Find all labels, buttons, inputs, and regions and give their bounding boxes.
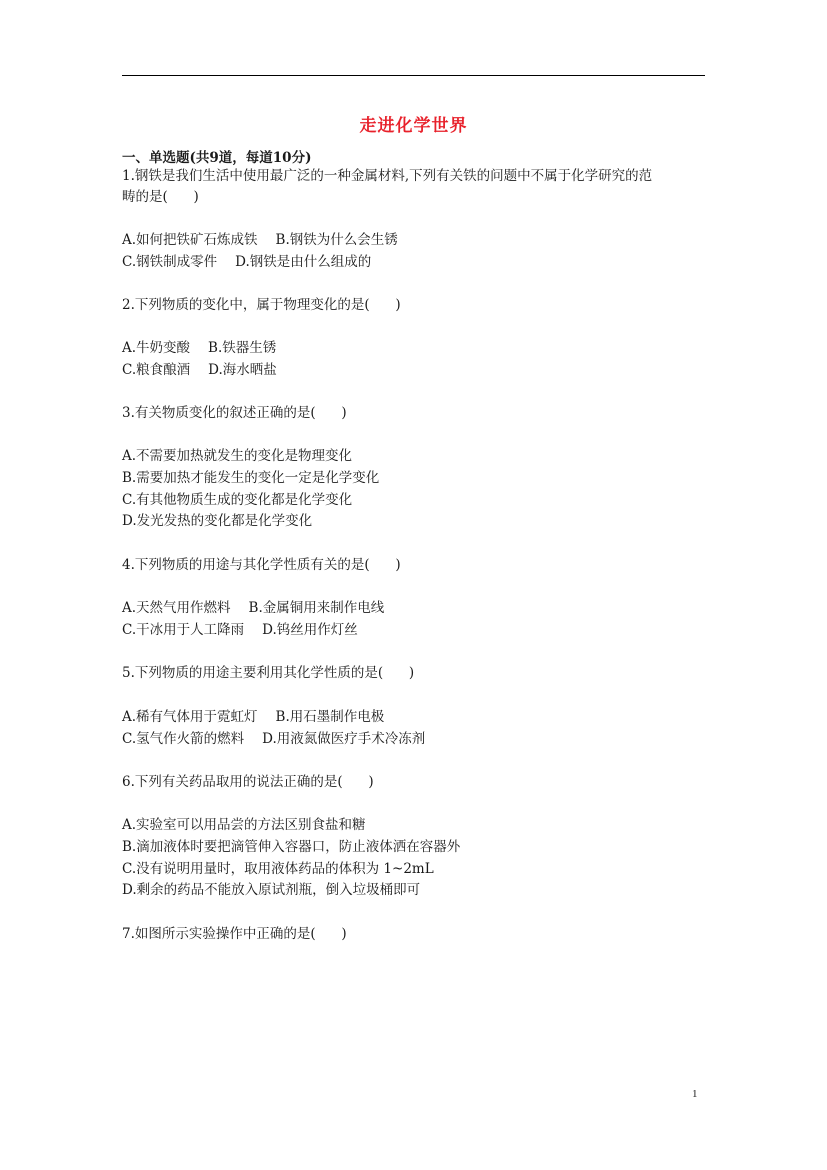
- option-b: B.铁器生锈: [208, 340, 277, 356]
- option-a: A.稀有气体用于霓虹灯: [122, 709, 258, 725]
- option-c: C.粮食酿酒: [122, 362, 191, 378]
- option-d: D.钢铁是由什么组成的: [235, 254, 372, 270]
- option-d: D.海水晒盐: [208, 362, 277, 378]
- question-1-options-row-1: [122, 230, 398, 250]
- option-c: C.钢铁制成零件: [122, 254, 218, 270]
- question-3-stem: 3.有关物质变化的叙述正确的是( ): [122, 405, 347, 421]
- option-a: A.牛奶变酸: [122, 340, 191, 356]
- page-number: 1: [692, 1088, 698, 1100]
- question-4-stem: 4.下列物质的用途与其化学性质有关的是( ): [122, 557, 401, 573]
- question-3-option-d: D.发光发热的变化都是化学变化: [122, 513, 313, 529]
- question-1-stem-line-1: 1.钢铁是我们生活中使用最广泛的一种金属材料,下列有关铁的问题中不属于化学研究的范: [122, 168, 653, 184]
- header-rule: [122, 75, 705, 76]
- question-6-option-c: C.没有说明用量时，取用液体药品的体积为 1~2mL: [122, 861, 434, 877]
- question-3-option-a: A.不需要加热就发生的变化是物理变化: [122, 448, 353, 464]
- question-6-option-a: A.实验室可以用品尝的方法区别食盐和糖: [122, 817, 366, 833]
- question-2-options-row-2: [122, 360, 277, 380]
- question-5-stem: 5.下列物质的用途主要利用其化学性质的是( ): [122, 665, 415, 681]
- question-6-option-d: D.剩余的药品不能放入原试剂瓶，倒入垃圾桶即可: [122, 882, 421, 898]
- question-6-stem: 6.下列有关药品取用的说法正确的是( ): [122, 774, 374, 790]
- document-title: 走进化学世界: [359, 116, 468, 136]
- question-5-options-row-2: [122, 729, 425, 749]
- option-b: B.钢铁为什么会生锈: [275, 232, 398, 248]
- question-1-stem-line-2: 畴的是( ): [122, 189, 199, 205]
- question-2-stem: 2.下列物质的变化中，属于物理变化的是( ): [122, 297, 401, 313]
- question-2-options-row-1: [122, 338, 276, 358]
- option-d: D.用液氮做医疗手术冷冻剂: [262, 731, 426, 747]
- question-3-option-c: C.有其他物质生成的变化都是化学变化: [122, 492, 353, 508]
- question-7-stem: 7.如图所示实验操作中正确的是( ): [122, 926, 347, 942]
- question-5-options-row-1: [122, 707, 384, 727]
- question-3-option-b: B.需要加热才能发生的变化一定是化学变化: [122, 470, 380, 486]
- question-4-options-row-2: [122, 620, 358, 640]
- question-6-option-b: B.滴加液体时要把滴管伸入容器口，防止液体洒在容器外: [122, 839, 461, 855]
- option-d: D.钨丝用作灯丝: [262, 622, 358, 638]
- option-a: A.如何把铁矿石炼成铁: [122, 232, 258, 248]
- option-b: B.用石墨制作电极: [275, 709, 385, 725]
- question-1-options-row-2: [122, 252, 371, 272]
- option-b: B.金属铜用来制作电线: [248, 600, 385, 616]
- option-c: C.氢气作火箭的燃料: [122, 731, 245, 747]
- option-a: A.天然气用作燃料: [122, 600, 231, 616]
- option-c: C.干冰用于人工降雨: [122, 622, 245, 638]
- question-4-options-row-1: [122, 598, 384, 618]
- section-heading: 一、单选题(共9道，每道10分): [122, 150, 312, 166]
